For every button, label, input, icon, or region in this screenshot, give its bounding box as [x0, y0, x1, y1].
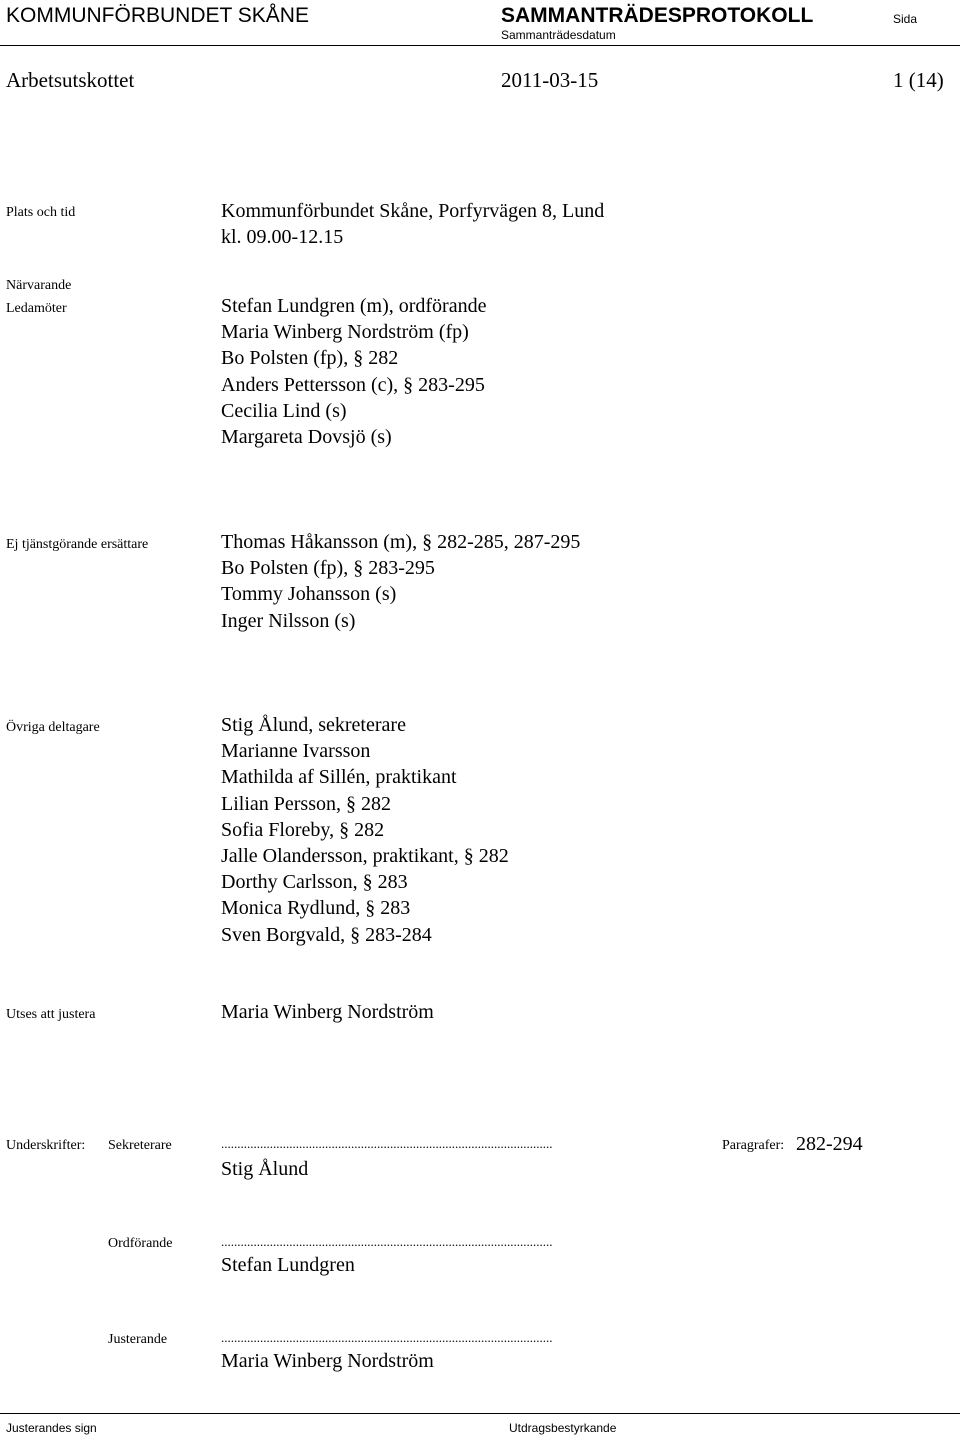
place-time-label: Plats och tid [6, 205, 76, 220]
member-item: Bo Polsten (fp), § 282 [221, 347, 399, 370]
participant-item: Stig Ålund, sekreterare [221, 714, 406, 736]
adjuster-role: Justerande [108, 1332, 168, 1347]
meeting-date: 2011-03-15 [501, 68, 599, 92]
member-item: Stefan Lundgren (m), ordförande [221, 295, 487, 317]
secretary-signature-line: ...................................................................................................... [221, 1136, 553, 1151]
footer-divider [0, 1413, 960, 1414]
chair-role: Ordförande [108, 1236, 173, 1251]
page-number: 1 (14) [893, 68, 944, 92]
chair-name: Stefan Lundgren [221, 1254, 355, 1276]
adjuster-signature-line: ...................................................................................................... [221, 1330, 553, 1345]
substitute-item: Thomas Håkansson (m), § 282-285, 287-295 [221, 531, 581, 553]
meeting-location: Kommunförbundet Skåne, Porfyrvägen 8, Lund [221, 200, 605, 222]
present-label: Närvarande [6, 278, 72, 293]
members-label: Ledamöter [6, 301, 67, 316]
participant-item: Mathilda af Sillén, praktikant [221, 766, 457, 789]
substitute-item: Bo Polsten (fp), § 283-295 [221, 557, 435, 580]
paragraphs-label: Paragrafer: [722, 1138, 785, 1153]
participant-item: Marianne Ivarsson [221, 740, 371, 763]
members-list [221, 293, 486, 450]
substitute-item: Tommy Johansson (s) [221, 583, 397, 606]
adjuster-signature-name: Maria Winberg Nordström [221, 1350, 434, 1372]
participant-item: Jalle Olandersson, praktikant, § 282 [221, 845, 509, 868]
adjuster-label: Utses att justera [6, 1007, 96, 1022]
page-label: Sida [893, 12, 918, 26]
adjuster-sign-label: Justerandes sign [6, 1421, 97, 1435]
member-item: Anders Pettersson (c), § 283-295 [221, 373, 485, 396]
substitutes-list [221, 529, 580, 634]
participant-item: Lilian Persson, § 282 [221, 792, 391, 815]
chair-signature-line: ...................................................................................................... [221, 1234, 553, 1249]
meeting-date-label: Sammanträdesdatum [501, 28, 616, 42]
other-participants-label: Övriga deltagare [6, 720, 100, 735]
document-type: SAMMANTRÄDESPROTOKOLL [501, 4, 814, 27]
meeting-time: kl. 09.00-12.15 [221, 226, 344, 248]
participant-item: Sven Borgvald, § 283-284 [221, 923, 432, 946]
participant-item: Dorthy Carlsson, § 283 [221, 871, 408, 894]
substitute-item: Inger Nilsson (s) [221, 609, 356, 632]
adjuster-name: Maria Winberg Nordström [221, 1001, 434, 1023]
extract-certification-label: Utdragsbestyrkande [509, 1421, 617, 1435]
participant-item: Monica Rydlund, § 283 [221, 897, 411, 920]
org-name: KOMMUNFÖRBUNDET SKÅNE [6, 4, 309, 27]
member-item: Maria Winberg Nordström (fp) [221, 321, 469, 344]
committee-name: Arbetsutskottet [6, 68, 135, 92]
other-participants-list [221, 712, 509, 948]
secretary-name: Stig Ålund [221, 1158, 309, 1180]
signatures-label: Underskrifter: [6, 1138, 86, 1153]
member-item: Cecilia Lind (s) [221, 399, 347, 422]
substitutes-label: Ej tjänstgörande ersättare [6, 537, 149, 552]
member-item: Margareta Dovsjö (s) [221, 426, 392, 449]
header-divider [0, 45, 960, 46]
paragraphs-value: 282-294 [796, 1133, 863, 1155]
participant-item: Sofia Floreby, § 282 [221, 818, 385, 841]
secretary-role: Sekreterare [108, 1138, 172, 1153]
